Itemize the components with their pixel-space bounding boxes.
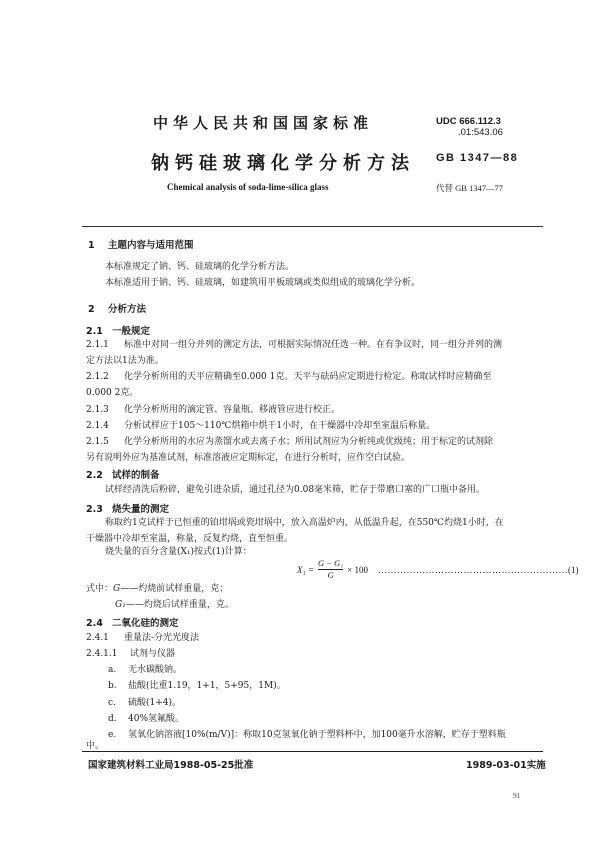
item-label: c. xyxy=(108,698,116,708)
reagent-item-c xyxy=(108,697,181,709)
item-label: e. xyxy=(108,730,117,740)
clause-text: 分析试样应于105～110℃烘箱中烘干1小时，在干燥器中冷却至室温后称量。 xyxy=(124,421,436,431)
formula-equation-number: (1) xyxy=(568,564,579,575)
clause-number: 2.1.1 xyxy=(86,340,109,350)
formula-where-line-1 xyxy=(86,583,228,595)
section-2-heading xyxy=(88,301,146,315)
clause-text: 化学分析所用的滴定管、容量瓶、移液管应进行校正。 xyxy=(124,405,341,415)
formula-where-line-2 xyxy=(115,599,234,611)
reagent-item-b xyxy=(108,680,286,692)
approval-info: 国家建筑材料工业局1988-05-25批准 xyxy=(88,760,254,771)
standard-type: 中华人民共和国国家标准 xyxy=(153,114,374,132)
section-2-4-1-1-heading xyxy=(86,648,175,660)
clause-2-1-2-line-2: 0.000 2克。 xyxy=(86,388,139,398)
section-number: 2.4 xyxy=(86,618,103,629)
item-text: 40%氢氟酸。 xyxy=(128,714,185,724)
section-title: 试样的制备 xyxy=(112,470,160,481)
item-text: 无水碳酸钠。 xyxy=(128,665,183,675)
clause-text: 化学分析所用的水应为蒸馏水或去离子水；所用试剂应为分析纯或优级纯；用于标定的试剂除 xyxy=(124,437,494,447)
section-number: 2.4.1.1 xyxy=(86,649,118,659)
section-number: 2.3 xyxy=(86,504,103,515)
reagent-item-d xyxy=(108,713,184,725)
clause-2-1-3 xyxy=(86,404,340,416)
section-number: 2.2 xyxy=(86,470,103,481)
header-divider xyxy=(82,226,543,227)
standard-number: GB 1347—88 xyxy=(436,152,519,164)
where-label: 式中： xyxy=(86,584,114,594)
section-title: 试剂与仪器 xyxy=(130,649,176,659)
section-number: 2.1 xyxy=(86,326,103,337)
reagent-item-e xyxy=(108,729,506,741)
clause-2-1-1-line-1 xyxy=(86,339,502,351)
item-text: 盐酸(比重1.19，1+1，5+95，1M)。 xyxy=(128,681,286,691)
section-2-3-formula-intro: 烧失量的百分含量(X₁)按式(1)计算： xyxy=(105,547,252,557)
symbol-g1: G₁ xyxy=(115,600,126,610)
item-label: d. xyxy=(108,714,117,724)
reagent-item-a xyxy=(108,664,182,676)
section-1-heading xyxy=(88,237,194,251)
clause-2-1-4 xyxy=(86,420,435,432)
document-title-english: Chemical analysis of soda-lime-silica glass xyxy=(167,182,329,192)
clause-2-1-2-line-1 xyxy=(86,371,491,383)
section-1-paragraph-1: 本标准规定了钠、钙、硅玻璃的化学分析方法。 xyxy=(105,262,295,272)
clause-text: 标准中对同一组分并列的测定方法，可根据实际情况任选一种。在有争议时，同一组分并列的测 xyxy=(124,340,503,350)
section-2-2-paragraph: 试样经清洗后粉碎，避免引进杂质，通过孔径为0.08毫米筛，贮存于带磨口塞的广口瓶中备用。 xyxy=(105,485,486,495)
clause-number: 2.1.3 xyxy=(86,405,109,415)
formula-leader-dots: …………………………………………………… xyxy=(378,564,568,575)
formula-rhs: × 100 xyxy=(347,564,368,575)
udc-line-1: UDC 666.112.3 xyxy=(436,116,501,127)
section-title: 一般规定 xyxy=(112,326,151,337)
clause-2-1-1-line-2: 定方法以1法为准。 xyxy=(86,356,164,366)
effective-date: 1989-03-01实施 xyxy=(466,760,546,771)
symbol-g-description: ——灼烧前试样重量，克； xyxy=(120,584,229,594)
clause-2-1-5-line-2: 另有说明外应为基准试剂，标准溶液应定期标定，在进行分析时，应作空白试验。 xyxy=(86,453,411,463)
section-2-1-heading xyxy=(86,323,150,337)
item-text: 硫酸(1+4)。 xyxy=(128,698,182,708)
formula-fraction xyxy=(318,559,343,580)
section-number: 2 xyxy=(88,304,95,315)
section-1-paragraph-2: 本标准适用于钠、钙、硅玻璃，如建筑用平板玻璃或类似组成的玻璃化学分析。 xyxy=(105,278,421,288)
section-2-4-1-heading xyxy=(86,632,199,644)
symbol-g1-description: ——灼烧后试样重量，克。 xyxy=(125,600,234,610)
formula-denominator: G xyxy=(327,570,334,580)
formula-1 xyxy=(297,559,579,580)
section-number: 2.4.1 xyxy=(86,633,109,643)
clause-number: 2.1.5 xyxy=(86,437,109,447)
reagent-item-e-continuation: 中。 xyxy=(86,741,105,751)
section-title: 主题内容与适用范围 xyxy=(108,240,194,251)
symbol-g: G xyxy=(113,584,121,594)
section-title: 重量法-分光光度法 xyxy=(124,633,200,643)
document-title: 钠钙硅玻璃化学分析方法 xyxy=(151,153,415,174)
section-title: 二氧化硅的测定 xyxy=(112,618,179,629)
item-text: 氢氧化钠溶液[10%(m/V)]：称取10克氢氧化钠于塑料杯中，加100毫升水溶解，贮存于塑料瓶 xyxy=(128,730,506,740)
udc-code xyxy=(436,116,503,138)
item-label: a. xyxy=(108,665,117,675)
item-label: b. xyxy=(108,681,117,691)
clause-number: 2.1.4 xyxy=(86,421,109,431)
section-2-2-heading xyxy=(86,467,160,481)
clause-text: 化学分析所用的天平应精确至0.000 1克。天平与砝码应定期进行检定。称取试样时应精确至 xyxy=(124,372,492,382)
section-title: 分析方法 xyxy=(108,304,147,315)
section-number: 1 xyxy=(88,240,95,251)
section-title: 烧失量的测定 xyxy=(112,504,170,515)
formula-lhs: X₁ = xyxy=(297,564,314,575)
clause-number: 2.1.2 xyxy=(86,372,109,382)
clause-2-1-5-line-1 xyxy=(86,436,493,448)
section-2-4-heading xyxy=(86,615,179,629)
section-2-3-paragraph-line-2: 干燥器中冷却至室温，称量，反复灼烧，直至恒重。 xyxy=(86,534,294,544)
udc-line-2: .01:543.06 xyxy=(458,127,503,138)
page-number: 91 xyxy=(513,791,521,800)
footer-divider xyxy=(82,751,543,752)
section-2-3-heading xyxy=(86,501,169,515)
formula-numerator: G − G₁ xyxy=(317,558,344,568)
section-2-3-paragraph-line-1: 称取约1克试样于已恒重的铂坩埚或瓷坩埚中，放入高温炉内，从低温升起，在550℃灼烧1小时，在 xyxy=(105,518,504,528)
replaces-standard: 代替 GB 1347—77 xyxy=(436,183,504,193)
